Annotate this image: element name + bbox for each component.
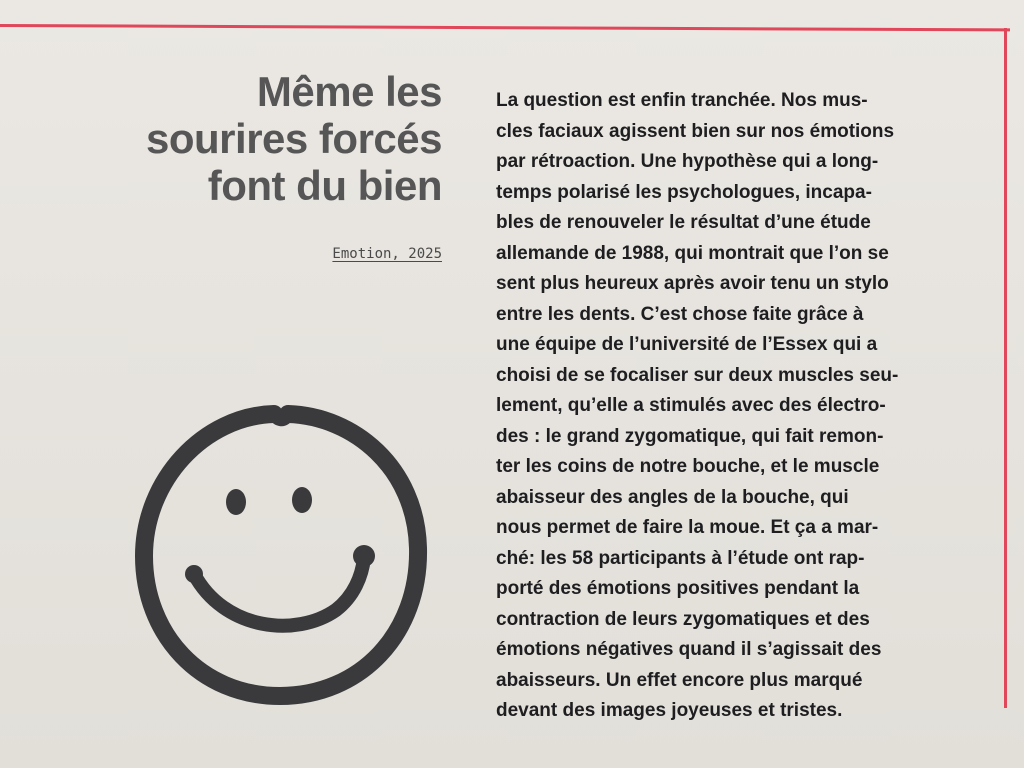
headline-line-1: Même les <box>256 68 442 115</box>
body-line: cles faciaux agissent bien sur nos émotions <box>496 120 895 142</box>
red-frame-right-rule <box>1004 28 1007 708</box>
red-frame-top-rule <box>0 24 1010 31</box>
body-line: La question est enfin tranchée. Nos mus- <box>496 90 868 111</box>
body-line: ché: les 58 participants à l’étude ont rap- <box>496 547 865 569</box>
smiley-face-icon <box>128 398 434 710</box>
body-line: entre les dents. C’est chose faite grâce à <box>496 303 864 325</box>
smiley-mouth-right-dimple <box>353 545 375 567</box>
article-headline <box>80 68 442 209</box>
smiley-outline-notch <box>274 414 288 419</box>
source-citation: Emotion, 2025 <box>332 246 442 262</box>
body-line: nous permet de faire la moue. Et ça a mar- <box>496 517 879 538</box>
body-line: des : le grand zygomatique, qui fait remon- <box>496 425 884 447</box>
body-line: devant des images joyeuses et tristes. <box>496 700 843 721</box>
smiley-mouth <box>194 558 364 626</box>
smiley-mouth-left-dimple <box>185 565 203 583</box>
body-line: contraction de leurs zygomatiques et des <box>496 608 870 630</box>
body-line: émotions négatives quand il s’agissait des <box>496 639 882 660</box>
body-line: sent plus heureux après avoir tenu un stylo <box>496 273 889 294</box>
body-line: temps polarisé les psychologues, incapa- <box>496 181 872 203</box>
article-body <box>496 86 996 727</box>
headline-line-2: sourires forcés <box>146 115 442 162</box>
body-line: porté des émotions positives pendant la <box>496 578 860 599</box>
body-line: choisi de se focaliser sur deux muscles seu- <box>496 364 899 386</box>
body-line: ter les coins de notre bouche, et le muscle <box>496 456 880 477</box>
body-line: abaisseurs. Un effet encore plus marqué <box>496 669 863 691</box>
smiley-outline <box>144 414 418 696</box>
body-line: bles de renouveler le résultat d’une étude <box>496 212 871 233</box>
headline-line-3: font du bien <box>207 162 442 209</box>
body-line: une équipe de l’université de l’Essex qui a <box>496 334 878 355</box>
smiley-right-eye <box>292 487 312 513</box>
body-line: allemande de 1988, qui montrait que l’on se <box>496 242 889 264</box>
smiley-left-eye <box>226 489 246 515</box>
body-line: par rétroaction. Une hypothèse qui a long- <box>496 151 879 172</box>
body-line: lement, qu’elle a stimulés avec des électro- <box>496 395 886 416</box>
body-line: abaisseur des angles de la bouche, qui <box>496 486 849 508</box>
